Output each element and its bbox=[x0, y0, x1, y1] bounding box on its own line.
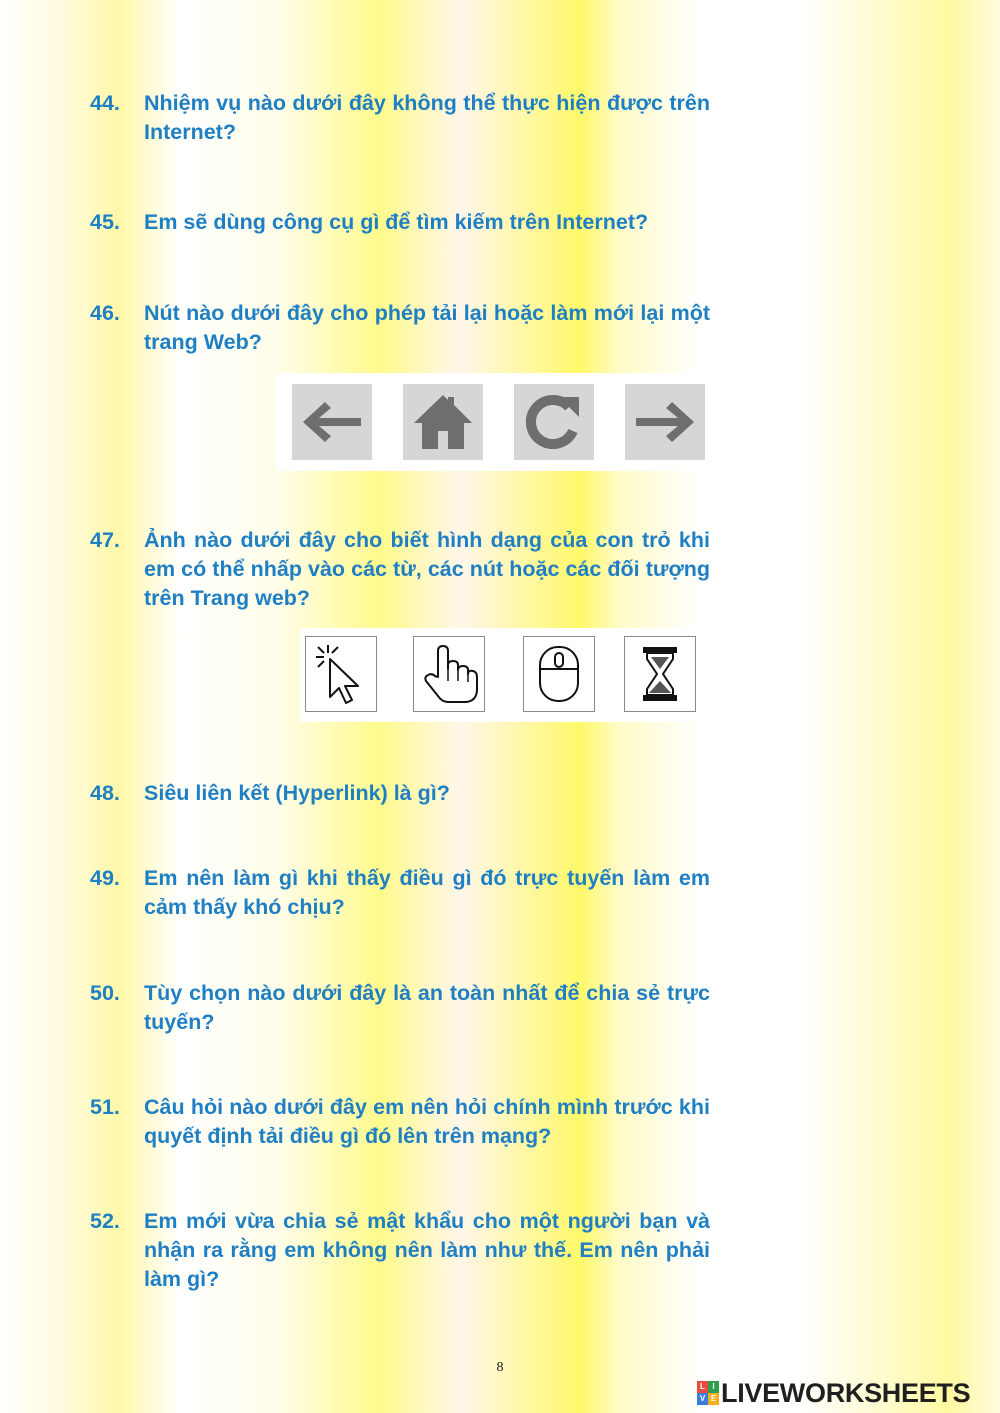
question-text: Siêu liên kết (Hyperlink) là gì? bbox=[144, 781, 450, 805]
question-52 bbox=[90, 1207, 710, 1294]
question-number: 46. bbox=[90, 301, 120, 325]
question-51 bbox=[90, 1093, 710, 1151]
question-text: Tùy chọn nào dưới đây là an toàn nhất để chia sẻ trực tuyến? bbox=[144, 981, 710, 1034]
question-text: Nhiệm vụ nào dưới đây không thể thực hiện được trên Internet? bbox=[144, 91, 710, 144]
hourglass-cursor-icon bbox=[624, 636, 696, 712]
question-text: Em nên làm gì khi thấy điều gì đó trực tuyến làm em cảm thấy khó chịu? bbox=[144, 866, 710, 919]
question-47 bbox=[90, 526, 710, 613]
question-49 bbox=[90, 864, 710, 922]
question-number: 45. bbox=[90, 210, 120, 234]
forward-arrow-icon bbox=[625, 384, 705, 460]
question-number: 47. bbox=[90, 528, 120, 552]
question-45 bbox=[90, 208, 710, 237]
back-arrow-icon bbox=[292, 384, 372, 460]
question-number: 44. bbox=[90, 91, 120, 115]
question-44 bbox=[90, 89, 710, 147]
question-text: Em mới vừa chia sẻ mật khẩu cho một người bạn và nhận ra rằng em không nên làm như thế. Em nên phải làm gì? bbox=[144, 1209, 710, 1291]
question-number: 49. bbox=[90, 866, 120, 890]
logo-mark-icon: L I V E bbox=[697, 1381, 719, 1405]
question-48 bbox=[90, 779, 710, 808]
question-50 bbox=[90, 979, 710, 1037]
click-arrow-cursor-icon bbox=[305, 636, 377, 712]
logo-text: LIVEWORKSHEETS bbox=[721, 1377, 971, 1408]
question-number: 51. bbox=[90, 1095, 120, 1119]
page-number: 8 bbox=[496, 1360, 504, 1375]
browser-nav-buttons-image bbox=[276, 373, 720, 471]
question-number: 50. bbox=[90, 981, 120, 1005]
question-text: Em sẽ dùng công cụ gì để tìm kiếm trên Internet? bbox=[144, 210, 649, 234]
refresh-icon bbox=[514, 384, 594, 460]
cursor-shapes-image bbox=[300, 628, 700, 722]
home-icon bbox=[403, 384, 483, 460]
question-number: 48. bbox=[90, 781, 120, 805]
liveworksheets-logo[interactable] bbox=[697, 1376, 970, 1410]
question-text: Câu hỏi nào dưới đây em nên hỏi chính mình trước khi quyết định tải điều gì đó lên trên mạng? bbox=[144, 1095, 710, 1148]
question-46 bbox=[90, 299, 710, 357]
question-text: Ảnh nào dưới đây cho biết hình dạng của con trỏ khi em có thể nhấp vào các từ, các nút hoặc các đối tượng trên Trang web? bbox=[144, 528, 710, 610]
hand-pointer-cursor-icon bbox=[413, 636, 485, 712]
question-number: 52. bbox=[90, 1209, 120, 1233]
question-text: Nút nào dưới đây cho phép tải lại hoặc làm mới lại một trang Web? bbox=[144, 301, 710, 354]
mouse-icon bbox=[523, 636, 595, 712]
